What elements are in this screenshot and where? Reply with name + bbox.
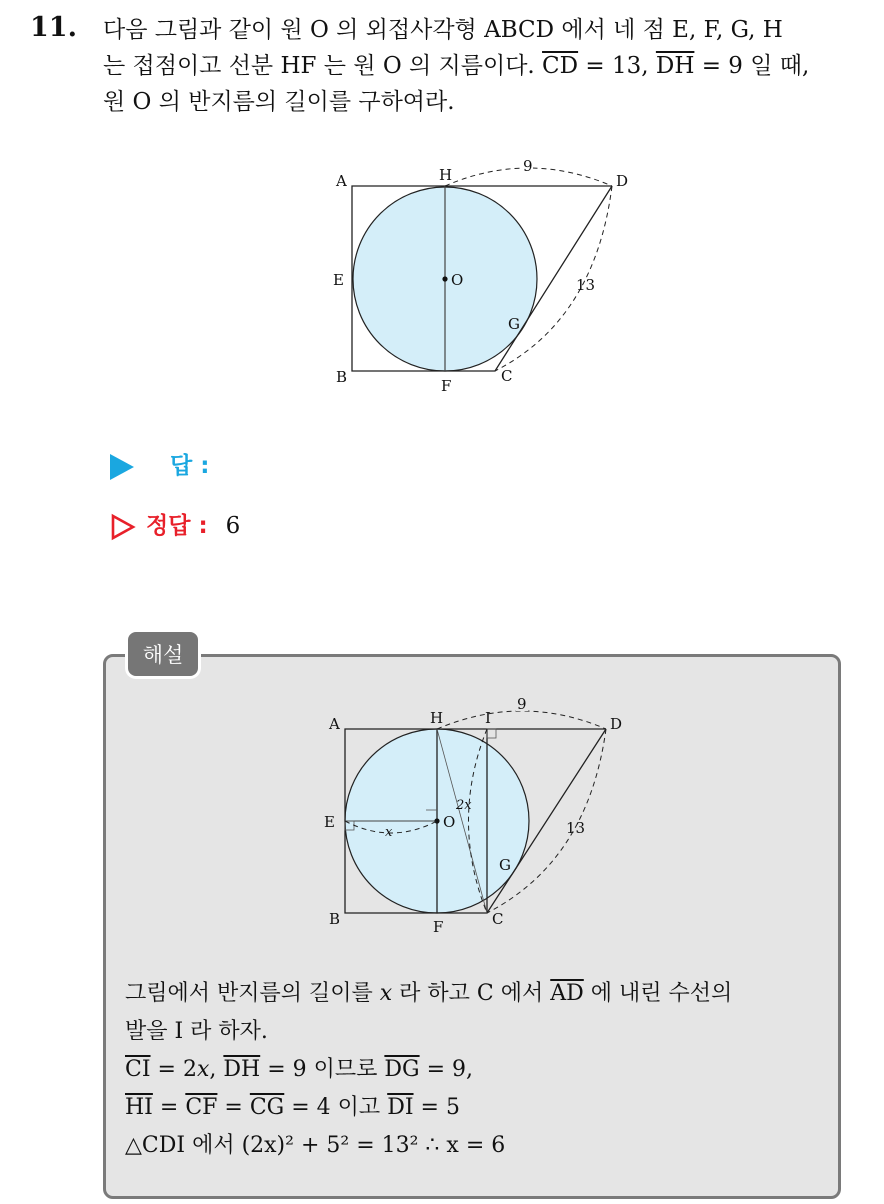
label-e-solution: E [324, 813, 335, 831]
label-d-solution: D [610, 715, 623, 733]
label-thirteen-solution: 13 [566, 819, 586, 837]
answer-row [110, 447, 209, 480]
solution-line-4: $\overline{HI} = \overline{CF} = \overline{CG} = 4$ 이고 $\overline{DI} = 5$ [125, 1095, 460, 1120]
solution-line-3: $\overline{CI} = 2x$, $\overline{DH} = 9$ 이므로 $\overline{DG} = 9$, [125, 1057, 474, 1082]
solution-line-1: 그림에서 반지름의 길이를 x 라 하고 C 에서 $\overline{AD}$ 에 내린 수선의 [125, 981, 733, 1006]
answer-label: 답 : [170, 453, 210, 479]
question-line-1: 다음 그림과 같이 원 O 의 외접사각형 ABCD 에서 네 점 E, F, G, H [103, 17, 783, 43]
label-o-solution: O [443, 813, 456, 831]
center-point [442, 276, 447, 281]
label-o: O [451, 271, 464, 289]
label-h-solution: H [430, 709, 444, 727]
label-a-solution: A [329, 715, 340, 733]
label-b: B [336, 368, 348, 386]
solution-figure [310, 693, 640, 943]
segment-ci: $\overline{CI}$ [125, 1057, 151, 1082]
solution-line-2: 발을 I 라 하자. [125, 1019, 268, 1044]
solution-tag: 해설 [128, 632, 198, 676]
label-a: A [336, 172, 347, 190]
label-h: H [439, 166, 453, 184]
label-e: E [333, 271, 344, 289]
label-i-solution: I [485, 709, 491, 727]
segment-dh-solution: $\overline{DH}$ [223, 1057, 261, 1082]
outline-triangle-icon [110, 513, 136, 541]
label-thirteen: 13 [576, 276, 596, 294]
label-g-solution: G [499, 856, 511, 874]
figure-quadrilateral [310, 150, 650, 400]
correct-answer-row [110, 507, 240, 541]
arc-nine-solution [437, 711, 606, 729]
label-nine-solution: 9 [517, 695, 527, 713]
correct-answer-value: 6 [225, 513, 241, 539]
label-f-solution: F [433, 918, 444, 936]
label-x: x [385, 825, 393, 840]
segment-dg: $\overline{DG}$ [384, 1057, 420, 1082]
label-g: G [508, 315, 520, 333]
segment-cd: $\overline{CD}$ [542, 53, 579, 79]
label-f: F [441, 377, 452, 395]
center-point-solution [434, 818, 439, 823]
segment-hi: $\overline{HI}$ [125, 1095, 153, 1120]
question-line-3: 원 O 의 반지름의 길이를 구하여라. [103, 89, 455, 115]
question-text [103, 12, 863, 120]
label-d: D [616, 172, 629, 190]
segment-cg: $\overline{CG}$ [249, 1095, 285, 1120]
label-two-x: 2x [456, 798, 472, 813]
label-nine: 9 [523, 157, 533, 175]
question-line-2: 는 접점이고 선분 HF 는 원 O 의 지름이다. $\overline{CD} = 13$, $\overline{DH} = 9$ 일 때, [103, 53, 810, 79]
solution-text [125, 975, 840, 1165]
segment-ad: $\overline{AD}$ [550, 981, 584, 1006]
segment-dh: $\overline{DH}$ [655, 53, 695, 79]
filled-triangle-icon [110, 454, 134, 480]
solution-line-5: △CDI 에서 (2x)² + 5² = 13² ∴ x = 6 [125, 1133, 506, 1158]
question-number: 11. [30, 12, 77, 43]
correct-answer-label: 정답 : [146, 513, 208, 539]
segment-di: $\overline{DI}$ [387, 1095, 414, 1120]
segment-cf: $\overline{CF}$ [185, 1095, 218, 1120]
label-c-solution: C [492, 910, 504, 928]
right-angle-mark-i [487, 729, 496, 738]
label-b-solution: B [329, 910, 341, 928]
label-c: C [501, 367, 513, 385]
